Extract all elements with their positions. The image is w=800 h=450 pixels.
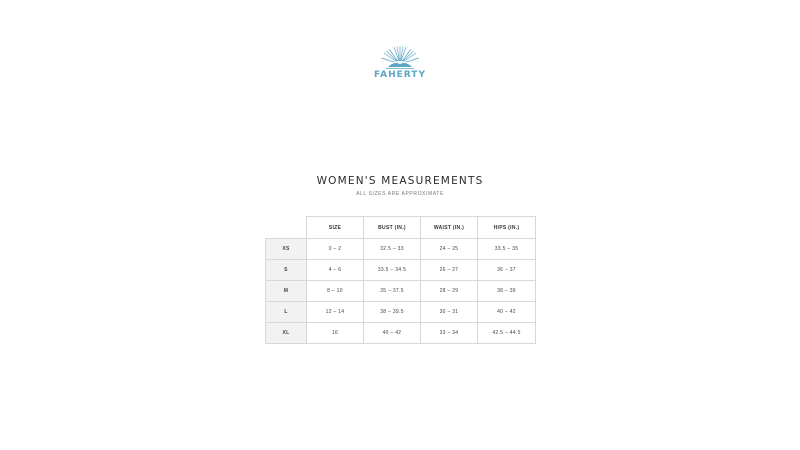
table-cell: 16 (307, 323, 364, 344)
table-cell: 38 – 39.5 (364, 302, 421, 323)
logo-wordmark: FAHERTY (374, 70, 426, 80)
table-cell: 26 – 27 (421, 260, 478, 281)
table-row (266, 260, 536, 281)
table-cell: 12 – 14 (307, 302, 364, 323)
page-title: WOMEN'S MEASUREMENTS (316, 175, 484, 187)
column-header-bust: BUST (IN.) (364, 217, 421, 239)
row-label: S (266, 260, 307, 281)
table-cell: 40 – 42 (364, 323, 421, 344)
column-header-size: SIZE (307, 217, 364, 239)
table-cell: 0 – 2 (307, 239, 364, 260)
table-row (266, 302, 536, 323)
brand-logo (370, 44, 430, 84)
table-cell: 4 – 6 (307, 260, 364, 281)
table-cell: 35 – 37.5 (364, 281, 421, 302)
table-cell: 33.5 – 35 (478, 239, 536, 260)
table-header-row (266, 217, 536, 239)
page-subtitle: ALL SIZES ARE APPROXIMATE (356, 191, 444, 197)
table-cell: 32.5 – 33 (364, 239, 421, 260)
table-row (266, 281, 536, 302)
table-cell: 24 – 25 (421, 239, 478, 260)
row-label: L (266, 302, 307, 323)
column-header-hips: HIPS (IN.) (478, 217, 536, 239)
row-label: XL (266, 323, 307, 344)
table-cell: 30 – 31 (421, 302, 478, 323)
table-cell: 36 – 37 (478, 260, 536, 281)
row-label: XS (266, 239, 307, 260)
table-corner-cell (266, 217, 307, 239)
table-cell: 33 – 34 (421, 323, 478, 344)
table-row (266, 239, 536, 260)
table-row (266, 323, 536, 344)
table-cell: 42.5 – 44.5 (478, 323, 536, 344)
row-label: M (266, 281, 307, 302)
table-cell: 40 – 42 (478, 302, 536, 323)
table-cell: 33.5 – 34.5 (364, 260, 421, 281)
table-cell: 28 – 29 (421, 281, 478, 302)
table-cell: 8 – 10 (307, 281, 364, 302)
sunrise-wave-icon (370, 44, 430, 72)
column-header-waist: WAIST (IN.) (421, 217, 478, 239)
table-cell: 38 – 39 (478, 281, 536, 302)
measurements-table (265, 216, 536, 344)
